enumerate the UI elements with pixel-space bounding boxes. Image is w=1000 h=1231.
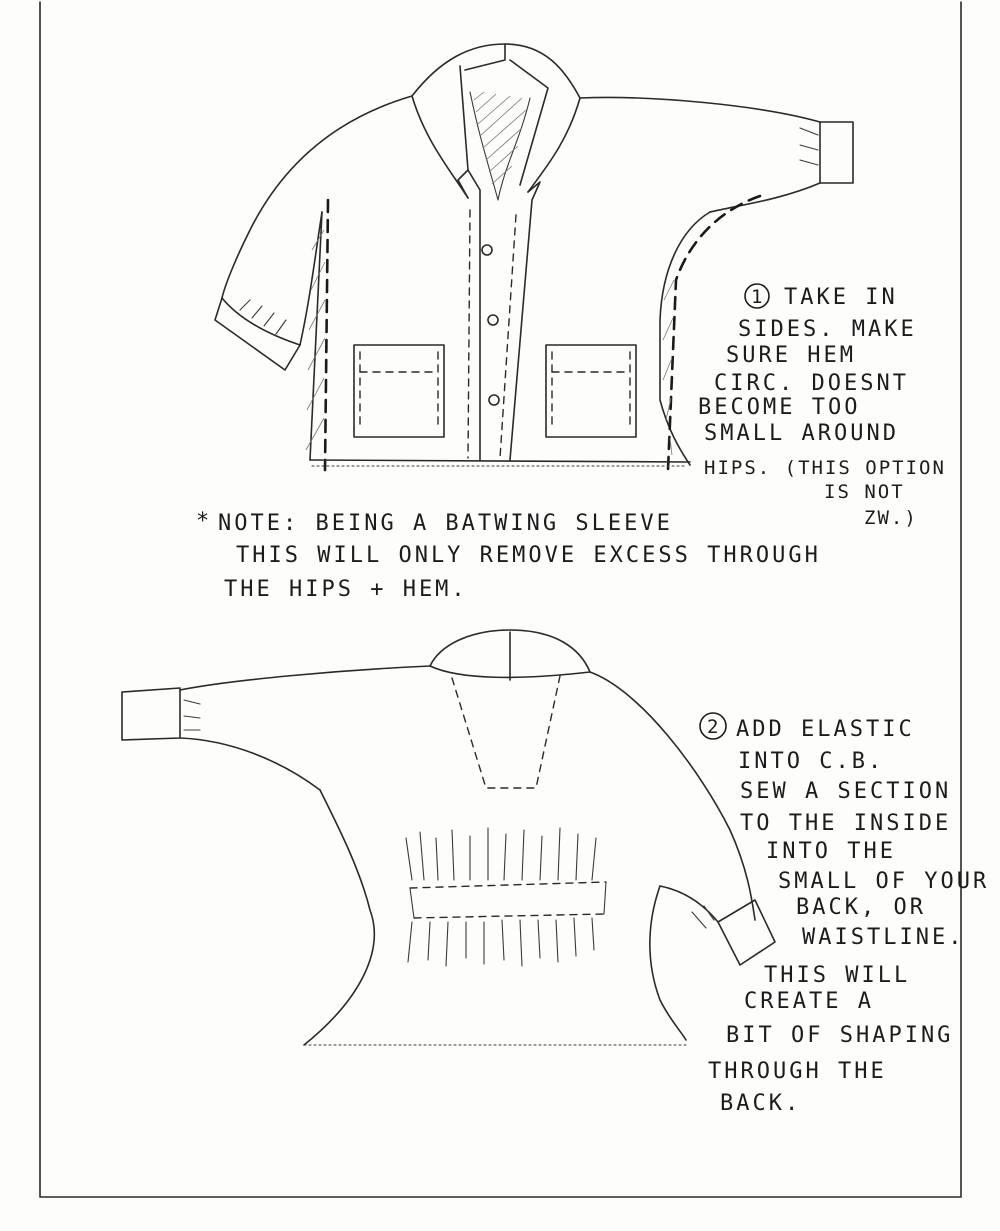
option-2-line-9: THIS WILL	[764, 963, 911, 988]
option-1-line-7: HIPS. (THIS OPTION	[704, 457, 946, 479]
option-2-line-3: SEW A SECTION	[740, 779, 952, 804]
button-2-icon	[488, 315, 498, 325]
option-1-line-9: ZW.)	[864, 507, 918, 529]
option-2-line-10: CREATE A	[744, 989, 874, 1014]
option-1-number: 1	[751, 286, 765, 308]
left-pocket	[354, 345, 444, 437]
option-2-line-5: INTO THE	[766, 839, 896, 864]
note-block	[196, 509, 821, 602]
right-pocket	[546, 345, 636, 437]
back-jacket-drawing	[122, 630, 775, 1045]
option-2-block	[700, 713, 989, 1116]
center-back-panel	[452, 676, 560, 788]
option-2-line-7: BACK, OR	[796, 895, 926, 920]
note-line-1: NOTE: BEING A BATWING SLEEVE	[218, 511, 673, 536]
button-1-icon	[482, 245, 492, 255]
option-1-block	[698, 284, 946, 529]
option-1-line-2: SIDES. MAKE	[738, 317, 917, 342]
option-2-line-4: TO THE INSIDE	[740, 811, 952, 836]
option-2-line-1: ADD ELASTIC	[736, 717, 915, 742]
back-sleeve-gathers	[184, 700, 714, 928]
elastic-channel	[410, 882, 606, 918]
note-asterisk: *	[196, 509, 213, 534]
option-2-number: 2	[707, 716, 721, 738]
option-1-line-4: CIRC. DOESNT	[714, 371, 909, 396]
option-2-line-2: INTO C.B.	[738, 749, 885, 774]
option-1-line-5: BECOME TOO	[698, 395, 861, 420]
option-2-line-13: BACK.	[720, 1091, 802, 1116]
option-2-line-8: WAISTLINE.	[802, 925, 965, 950]
take-in-left-line	[325, 200, 328, 470]
page-frame	[40, 2, 961, 1197]
option-1-line-3: SURE HEM	[726, 343, 856, 368]
option-1-line-8: IS NOT	[824, 481, 905, 503]
button-3-icon	[489, 395, 499, 405]
note-line-3: THE HIPS + HEM.	[224, 577, 468, 602]
option-2-line-11: BIT OF SHAPING	[726, 1023, 954, 1048]
note-line-2: THIS WILL ONLY REMOVE EXCESS THROUGH	[236, 543, 821, 568]
option-1-line-1: TAKE IN	[784, 285, 898, 310]
option-1-line-6: SMALL AROUND	[704, 421, 899, 446]
gather-lines	[406, 828, 596, 966]
option-2-line-12: THROUGH THE	[708, 1059, 887, 1084]
option-2-line-6: SMALL OF YOUR	[778, 869, 990, 894]
